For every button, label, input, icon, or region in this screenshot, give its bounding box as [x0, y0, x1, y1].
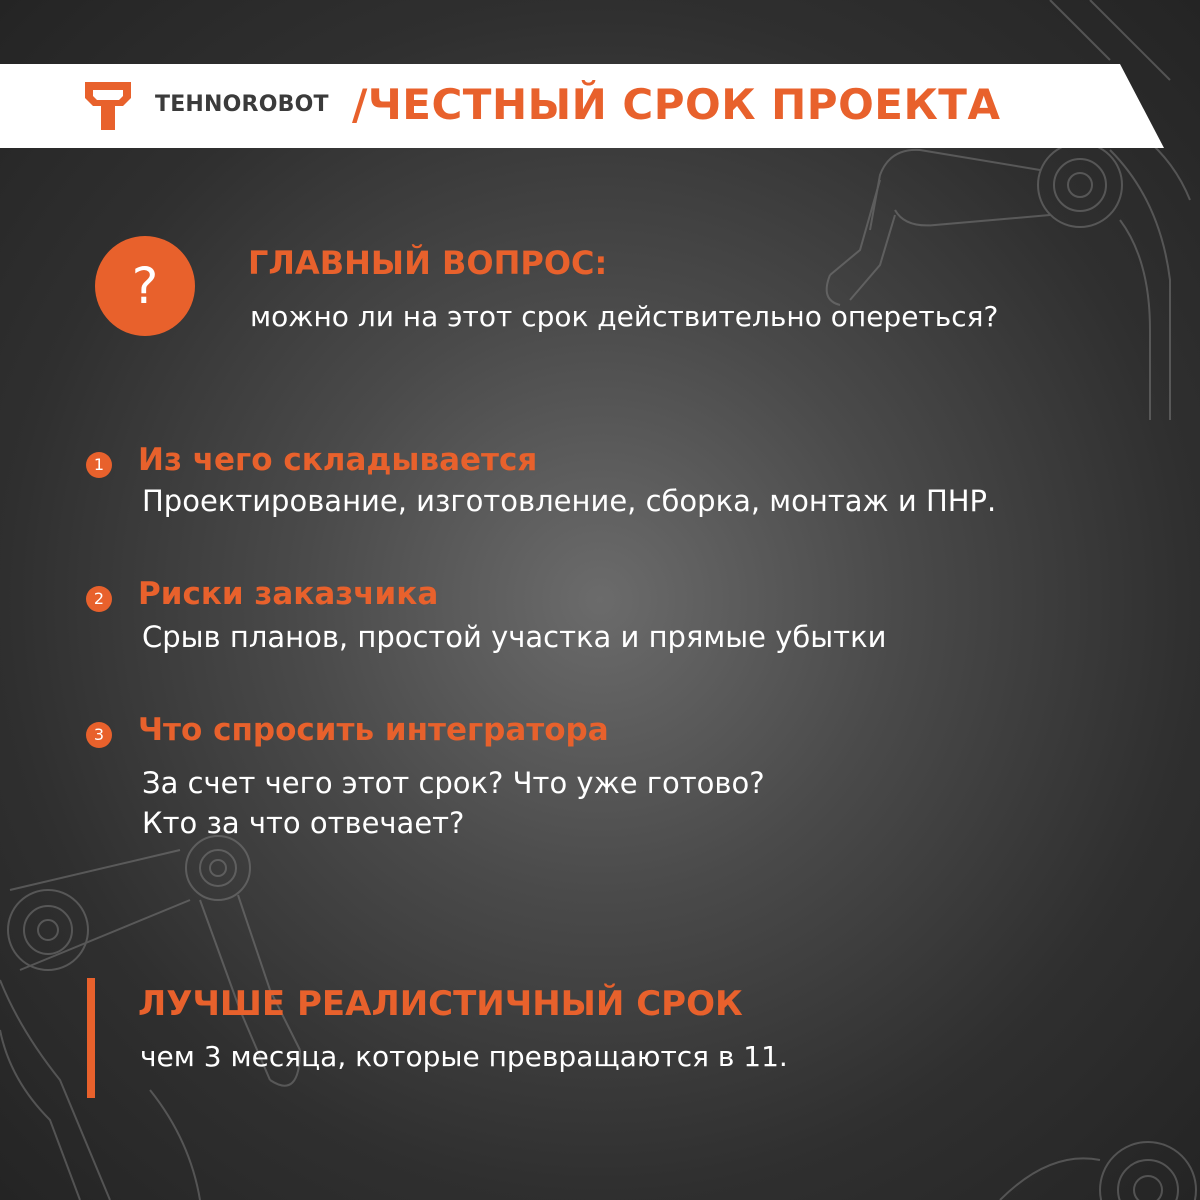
item-title: Риски заказчика	[138, 576, 439, 612]
conclusion-text: чем 3 месяца, которые превращаются в 11.	[140, 1040, 788, 1073]
item-text: Кто за что отвечает?	[142, 806, 465, 840]
item-text: Проектирование, изготовление, сборка, монтаж и ПНР.	[142, 484, 997, 518]
item-text: За счет чего этот срок? Что уже готово?	[142, 766, 765, 800]
tehnorobot-logo-icon	[85, 82, 131, 130]
question-glyph: ?	[131, 257, 159, 315]
brand-name: TEHNOROBOT	[155, 92, 329, 117]
item-title: Что спросить интегратора	[138, 712, 609, 748]
item-number-badge: 3	[86, 722, 112, 748]
conclusion-title: ЛУЧШЕ РЕАЛИСТИЧНЫЙ СРОК	[138, 984, 743, 1024]
main-question-text: можно ли на этот срок действительно опереться?	[250, 300, 999, 333]
item-title: Из чего складывается	[138, 442, 538, 478]
question-mark-icon	[95, 236, 195, 336]
item-number-badge: 2	[86, 586, 112, 612]
accent-bar	[87, 978, 95, 1098]
main-question-title: ГЛАВНЫЙ ВОПРОС:	[248, 244, 608, 282]
item-number-badge: 1	[86, 452, 112, 478]
page-title: /ЧЕСТНЫЙ СРОК ПРОЕКТА	[352, 80, 1001, 129]
item-text: Срыв планов, простой участка и прямые убытки	[142, 620, 887, 654]
